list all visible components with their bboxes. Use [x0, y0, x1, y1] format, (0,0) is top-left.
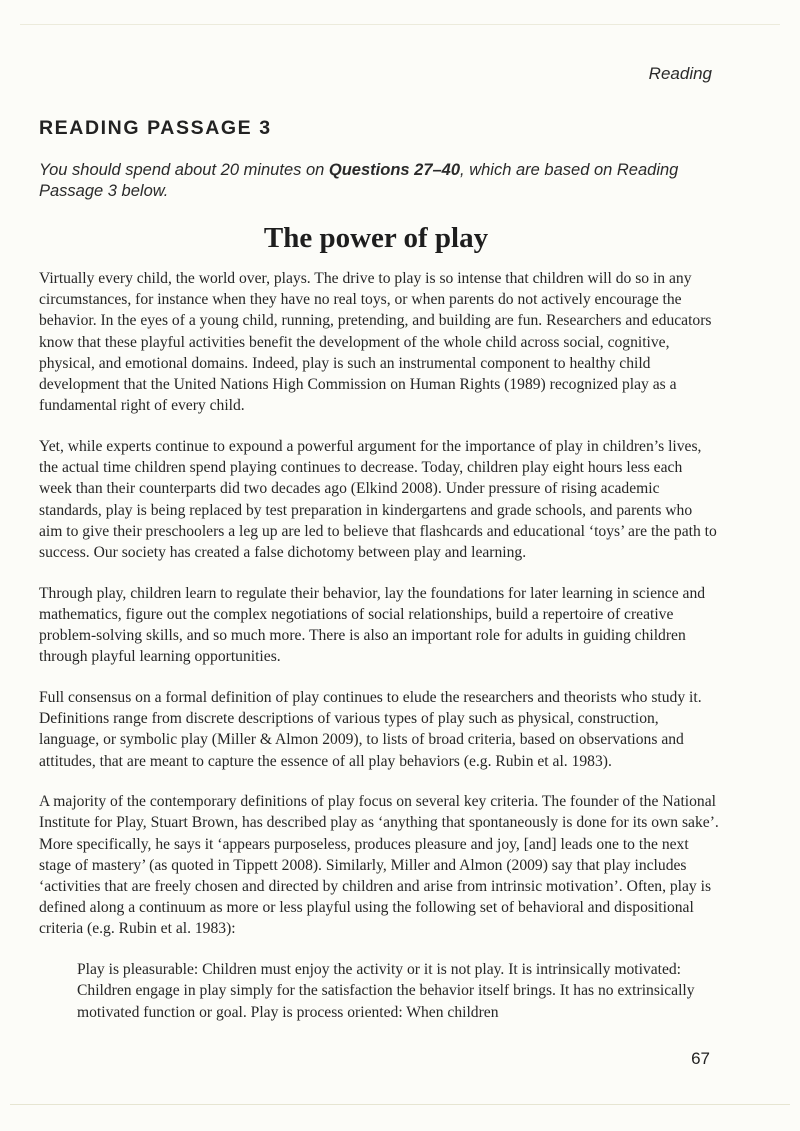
instructions-part2: , which are based on Reading Passage 3 below. — [39, 161, 679, 200]
page-number: 67 — [691, 1049, 710, 1068]
paragraph: A majority of the contemporary definitions of play focus on several key criteria. The founder of the National Institute for Play, Stuart Brown, has described play as ‘anything that spontaneously is done for its own sake’. More specifically, he says it ‘appears purposeless, produces pleasure and joy, [and] leads one to the next stage of mastery’ (as quoted in Tippett 2008). Similarly, Miller and Almon (2009) say that play includes ‘activities that are freely chosen and directed by children and arise from intrinsic motivation’. Often, play is defined along a continuum as more or less playful using the following set of behavioral and dispositional criteria (e.g. Rubin et al. 1983): — [39, 793, 719, 938]
top-rule — [20, 24, 780, 25]
paragraph: Full consensus on a formal definition of play continues to elude the researchers and theorists who study it. Definitions range from discrete descriptions of various types of play such as physical, construction, language, or symbolic play (Miller & Almon 2009), to lists of broad criteria, based on observations and attitudes, that are meant to capture the essence of all play behaviors (e.g. Rubin et al. 1983). — [39, 688, 702, 770]
instructions-questions: Questions 27–40 — [328, 161, 461, 179]
passage-title: The power of play — [263, 222, 489, 254]
passage-label: READING PASSAGE 3 — [39, 117, 272, 139]
instructions-part1: You should spend about 20 minutes on — [39, 161, 329, 179]
bottom-rule — [10, 1104, 790, 1105]
instructions — [39, 160, 729, 202]
paragraph: Virtually every child, the world over, plays. The drive to play is so intense that children will do so in any circumstances, for instance when they have no real toys, or when parents do not actively encourage the behavior. In the eyes of a young child, running, pretending, and building are fun. Researchers and educators know that these playful activities benefit the development of the whole child across social, cognitive, physical, and emotional domains. Indeed, play is such an instrumental component to healthy child development that the United Nations High Commission on Human Rights (1989) recognized play as a fundamental right of every child. — [39, 270, 712, 415]
paragraph: Yet, while experts continue to expound a powerful argument for the importance of play in children’s lives, the actual time children spend playing continues to decrease. Today, children play eight hours less each week than their counterparts did two decades ago (Elkind 2008). Under pressure of rising academic standards, play is being replaced by test preparation in kindergartens and grade schools, and parents who aim to give their preschoolers a leg up are led to believe that flashcards and educational ‘toys’ are the path to success. Our society has created a false dichotomy between play and learning. — [39, 437, 717, 561]
running-head: Reading — [648, 64, 712, 83]
indented-quote: Play is pleasurable: Children must enjoy the activity or it is not play. It is intrinsically motivated: Children engage in play simply for the satisfaction the behavior itself brings. It has no extrinsically motivated function or goal. Play is process oriented: When children — [77, 961, 695, 1021]
passage-body — [39, 268, 719, 1023]
paragraph: Through play, children learn to regulate their behavior, lay the foundations for later learning in science and mathematics, figure out the complex negotiations of social relationships, build a repertoire of creative problem-solving skills, and so much more. There is also an important role for adults in guiding children through playful learning opportunities. — [39, 584, 706, 666]
